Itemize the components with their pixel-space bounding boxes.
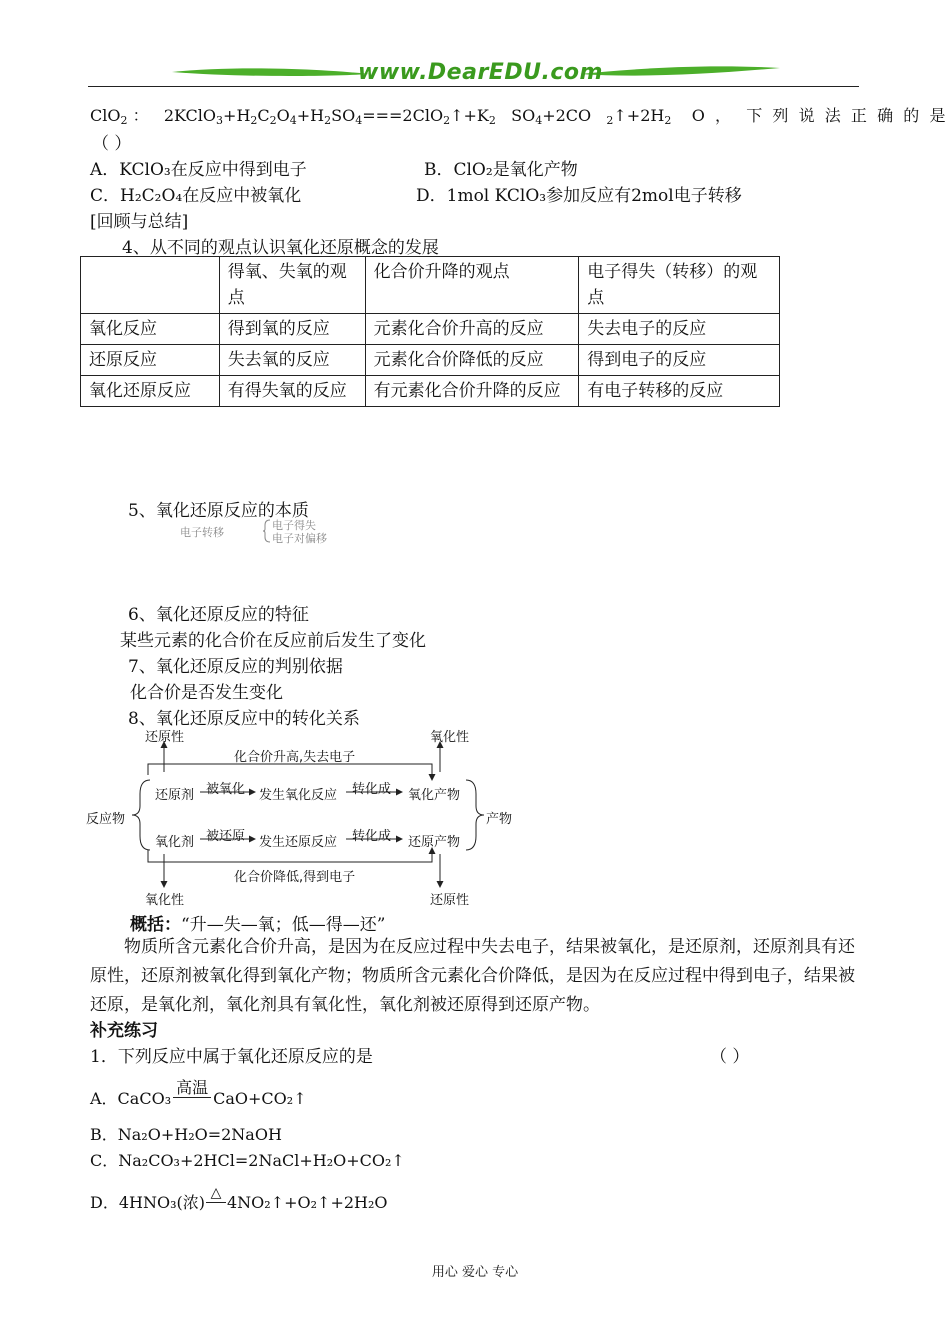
table-row [81,345,780,376]
table-cell: 有得失氧的反应 [219,376,365,407]
table-cell: 还原反应 [81,345,220,376]
section7-title: 7、氧化还原反应的判别依据 [128,657,343,677]
logo-text: www.DearEDU.com [358,60,603,85]
essence-root: 电子转移 [180,526,224,539]
diagram-reducibility-top: 还原性 [145,730,185,745]
practice-option-c: C．Na₂CO₃+2HCl=2NaCl+H₂O+CO₂↑ [90,1151,405,1170]
table-cell: 元素化合价升高的反应 [365,314,579,345]
section6-title: 6、氧化还原反应的特征 [128,605,309,625]
option-b: B．ClO₂是氧化产物 [424,160,578,180]
table-cell: 失去氧的反应 [219,345,365,376]
diagram-converts-to-1: 转化成 [352,782,392,797]
question-bracket: （ ） [92,134,132,154]
practice-title: 补充练习 [90,1021,158,1041]
section5-title: 5、氧化还原反应的本质 [128,501,309,521]
summary-quote: “升—失—氧；低—得—还” [181,915,386,935]
practice-option-d: D．4HNO₃(浓) △ 4NO₂↑+O₂↑+2H₂O [90,1185,388,1212]
redox-relation-diagram [86,722,530,908]
essence-branch-1: 电子得失 [272,519,316,532]
option-c: C．H₂C₂O₄在反应中被氧化 [90,186,302,206]
diagram-reducibility-bottom: 还原性 [430,893,470,908]
practice-q1-bracket: （ ） [710,1047,750,1067]
table-header-cell: 电子得失（转移）的观点 [579,257,780,314]
diagram-reactants: 反应物 [86,812,126,827]
essence-brace-diagram [180,519,390,543]
question-equation-line: ClO$_2$ ： $2KClO_3+H_2C_2O_4+H_2SO_4===2ClO_2↑+K_2$ $SO_4+2CO$ $_2↑+2H_2$ O ， 下 列 说 法 正 确 的 是 [90,106,946,127]
summary-label: 概括： [130,915,181,935]
section4-title: 4、从不同的观点认识氧化还原概念的发展 [122,238,439,258]
table-cell: 元素化合价降低的反应 [365,345,579,376]
diagram-bottom-arrow-label: 化合价降低,得到电子 [234,870,356,885]
header-logo [170,58,782,88]
option-a: A．KClO₃在反应中得到电子 [90,160,307,180]
table-row [81,314,780,345]
summary-line [130,910,385,935]
diagram-reduction-product: 还原产物 [408,835,461,850]
diagram-reducer: 还原剂 [155,788,195,803]
table-header-cell: 化合价升降的观点 [365,257,579,314]
table-cell: 得到氧的反应 [219,314,365,345]
table-cell: 氧化还原反应 [81,376,220,407]
practice-option-b: B．Na₂O+H₂O=2NaOH [90,1125,282,1144]
summary-paragraph: 物质所含元素化合价升高，是因为在反应过程中失去电子，结果被氧化，是还原剂，还原剂具有还原性，还原剂被氧化得到氧化产物；物质所含元素化合价降低，是因为在反应过程中得到电子，结果被还原，是氧化剂，氧化剂具有氧化性，氧化剂被还原得到还原产物。 [90,937,855,1015]
diagram-oxidation-product: 氧化产物 [408,788,461,803]
table-cell: 有元素化合价升降的反应 [365,376,579,407]
comparison-table [80,256,780,407]
page-footer: 用心 爱心 专心 [431,1265,519,1280]
diagram-converts-to-2: 转化成 [352,829,392,844]
diagram-oxidized-label: 被氧化 [206,782,246,797]
table-header-row [81,257,780,314]
table-header-cell [81,257,220,314]
high-temp-condition: 高温 [176,1078,209,1097]
essence-branch-2: 电子对偏移 [272,532,327,545]
section6-text: 某些元素的化合价在反应前后发生了变化 [120,631,426,651]
table-cell: 氧化反应 [81,314,220,345]
practice-q1: 1．下列反应中属于氧化还原反应的是 [90,1047,373,1067]
section7-text: 化合价是否发生变化 [130,683,283,703]
diagram-products: 产物 [486,812,513,827]
table-cell: 有电子转移的反应 [579,376,780,407]
brace-icon [262,519,272,543]
option-d: D．1mol KClO₃参加反应有2mol电子转移 [416,186,742,206]
table-header-cell: 得氧、失氧的观点 [219,257,365,314]
table-row [81,376,780,407]
table-cell: 得到电子的反应 [579,345,780,376]
section8-title: 8、氧化还原反应中的转化关系 [128,709,360,729]
diagram-top-arrow-label: 化合价升高,失去电子 [234,750,356,765]
diagram-reduced-label: 被还原 [206,829,246,844]
diagram-oxidation-reaction: 发生氧化反应 [259,788,338,803]
question-equation: $2KClO_3+H_2C_2O_4+H_2SO_4===2ClO_2↑+K_2$ $SO_4+2CO$ $_2↑+2H_2$ O ， 下 列 说 法 正 确 的 是 [163,106,946,127]
heat-condition-icon: △ [210,1185,222,1201]
diagram-reduction-reaction: 发生还原反应 [259,835,338,850]
diagram-oxidizability-top: 氧化性 [430,730,470,745]
header-rule [88,86,859,87]
diagram-oxidizer: 氧化剂 [155,835,195,850]
table-cell: 失去电子的反应 [579,314,780,345]
practice-option-a: A．CaCO₃ 高温 CaO+CO₂↑ [90,1086,307,1109]
diagram-oxidizability-bottom: 氧化性 [145,893,185,908]
review-title: [回顾与总结] [90,212,189,232]
